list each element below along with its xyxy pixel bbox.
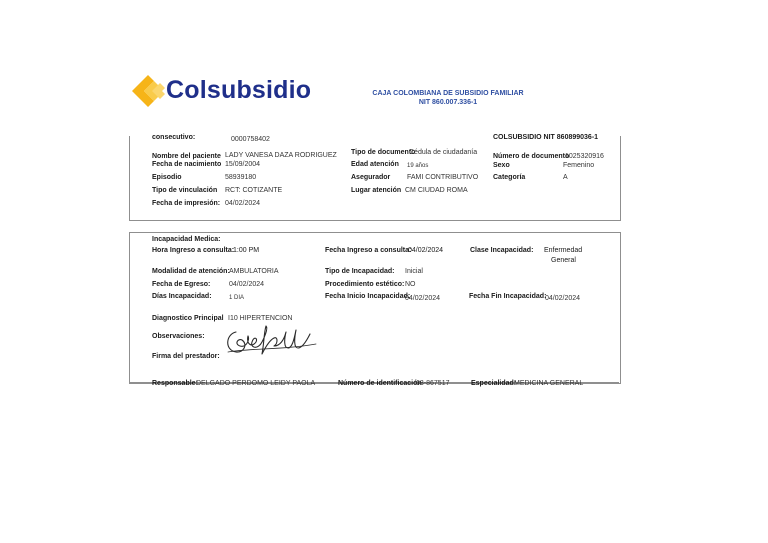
days-label: Días Incapacidad: xyxy=(152,293,212,300)
incapacity-box xyxy=(129,232,621,384)
responsible-label: Responsable: xyxy=(152,380,198,387)
aesthetic-value: NO xyxy=(405,281,416,288)
aesthetic-label: Procedimiento estético: xyxy=(325,281,405,288)
consecutivo-value: 0000758402 xyxy=(231,136,270,143)
observations-label: Observaciones: xyxy=(152,333,205,340)
egress-value: 04/02/2024 xyxy=(229,281,265,288)
start-date-value: 04/02/2024 xyxy=(405,295,441,302)
class-value-line2: General xyxy=(551,257,576,264)
link-type-value: RCT: COTIZANTE xyxy=(225,187,283,194)
specialty-label: Especialidad: xyxy=(471,380,517,387)
birth-date-value: 15/09/2004 xyxy=(225,161,261,168)
brand-name: Colsubsidio xyxy=(166,76,312,104)
start-date-label: Fecha Inicio Incapacidad: xyxy=(325,293,411,300)
insurer-label: Asegurador xyxy=(351,174,391,181)
class-label: Clase Incapacidad: xyxy=(470,247,534,254)
age-value: 19 años xyxy=(407,163,429,169)
diagnosis-value: I10 HIPERTENCION xyxy=(228,315,293,322)
end-date-value: 04/02/2024 xyxy=(545,295,581,302)
modality-label: Modalidad de atención: xyxy=(152,268,230,275)
company-nit: COLSUBSIDIO NIT 860899036-1 xyxy=(493,134,599,141)
logo-mark-icon xyxy=(130,73,166,109)
birth-date-label: Fecha de nacimiento xyxy=(152,161,222,168)
id-value: 63-867517 xyxy=(416,380,450,387)
sex-label: Sexo xyxy=(493,162,510,169)
doc-type-value: Cédula de ciudadanía xyxy=(409,149,478,156)
org-header xyxy=(344,89,552,107)
hour-value: 1:00 PM xyxy=(233,247,260,254)
patient-name-label: Nombre del paciente xyxy=(152,153,221,160)
category-label: Categoría xyxy=(493,174,526,181)
category-value: A xyxy=(563,174,568,181)
print-date-value: 04/02/2024 xyxy=(225,200,261,207)
date-in-value: 04/02/2024 xyxy=(408,247,444,254)
doc-number-value: 1025320916 xyxy=(565,153,604,160)
colsubsidio-logo xyxy=(130,70,335,112)
incapacity-type-value: Inicial xyxy=(405,268,423,275)
date-in-label: Fecha Ingreso a consulta: xyxy=(325,247,412,254)
incapacity-type-label: Tipo de Incapacidad: xyxy=(325,268,395,275)
doc-number-label: Número de documento xyxy=(493,153,570,160)
sex-value: Femenino xyxy=(563,162,595,169)
print-date-label: Fecha de impresión: xyxy=(152,200,221,207)
consecutivo-label: consecutivo: xyxy=(152,134,196,141)
days-value: 1 DIA xyxy=(229,295,245,301)
patient-name-value: LADY VANESA DAZA RODRIGUEZ xyxy=(225,152,337,159)
egress-label: Fecha de Egreso: xyxy=(152,281,211,288)
signature-label: Firma del prestador: xyxy=(152,353,220,360)
hour-label: Hora Ingreso a consulta: xyxy=(152,247,235,254)
diagnosis-label: Diagnostico Principal xyxy=(152,315,224,322)
episode-label: Episodio xyxy=(152,174,182,181)
signature-image xyxy=(222,322,322,358)
modality-value: AMBULATORIA xyxy=(229,268,279,275)
episode-value: 58939180 xyxy=(225,174,257,181)
org-name: CAJA COLOMBIANA DE SUBSIDIO FAMILIAR xyxy=(372,90,524,97)
incapacity-title: Incapacidad Medica: xyxy=(152,236,221,243)
age-label: Edad atención xyxy=(351,161,399,168)
org-nit: NIT 860.007.336-1 xyxy=(418,99,478,106)
id-label: Número de identificación xyxy=(338,380,422,387)
doc-type-label: Tipo de documento xyxy=(351,149,416,156)
link-type-label: Tipo de vinculación xyxy=(152,187,218,194)
specialty-value: MEDICINA GENERAL xyxy=(514,380,584,387)
responsible-value: DELGADO PERDOMO LEIDY PAOLA xyxy=(196,380,316,387)
class-value-line1: Enfermedad xyxy=(544,247,583,254)
place-label: Lugar atención xyxy=(351,187,402,194)
place-value: CM CIUDAD ROMA xyxy=(405,187,468,194)
end-date-label: Fecha Fin Incapacidad: xyxy=(469,293,547,300)
insurer-value: FAMI CONTRIBUTIVO xyxy=(407,174,479,181)
